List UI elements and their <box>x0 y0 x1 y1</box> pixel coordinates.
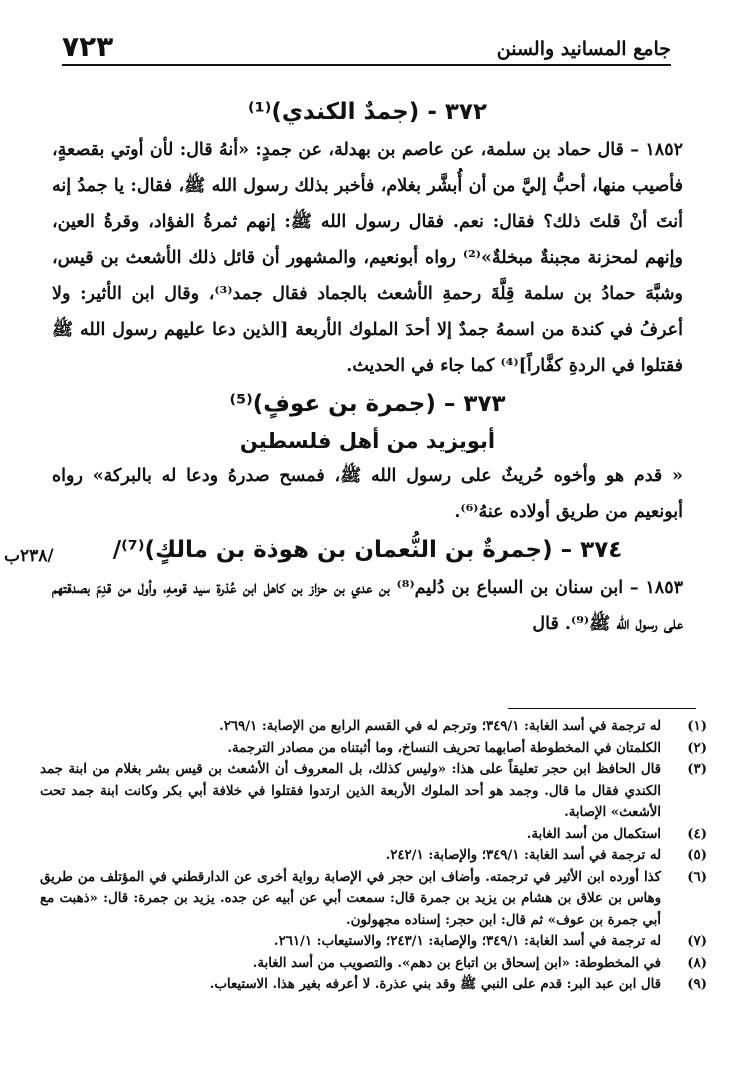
footnote-text: له ترجمة في أسد الغابة: ٣٤٩/١؛ والإصابة: ٢٤٣/١؛ والاستيعاب: ٢٦١/١. <box>273 934 661 949</box>
footnote-number: (٥) <box>687 848 707 863</box>
footnote-number: (٤) <box>687 826 707 842</box>
footnote <box>40 974 707 996</box>
entry-372-title: ٣٧٢ - (جمدٌ الكندي)⁽¹⁾ <box>248 99 487 125</box>
footnote-number: (٣) <box>687 762 707 777</box>
entry-373-subtitle: أبويزيد من أهل فلسطين <box>239 429 496 453</box>
page-header <box>62 28 671 66</box>
footnote-text: قال الحافظ ابن حجر تعليقاً على هذا: «وليس كذلك، بل المعروف أن الأشعث بن قيس بشر بغلام من ابنة جمد الكندي فقال ما قال. وجمد هو أحد الملوك الأربعة الذين ارتدوا فقتلوا في خلافة أبي بكر وكانت ابنة جمد تحت الأشعث» الإصابة. <box>40 762 661 820</box>
footnote <box>40 824 707 846</box>
entry-373-text: « قدم هو وأخوه حُريثٌ على رسول الله ﷺ، فمسح صدرهُ ودعا له بالبركة» رواه أبونعيم من طريق أولاده عنهُ⁽⁶⁾. <box>52 466 683 522</box>
footnote-number: (٦) <box>687 869 707 885</box>
footnote <box>40 953 707 975</box>
footnote <box>40 738 707 760</box>
footnote <box>40 867 707 932</box>
footnote-number: (٩) <box>687 977 707 992</box>
footnote <box>40 931 707 953</box>
footnotes <box>40 716 707 996</box>
entry-374-title: ٣٧٤ – (جمرةٌ بن النُّعمان بن هوذة بن مالكٍ)⁽⁷⁾/ <box>112 537 623 563</box>
footnote-text: كذا أورده ابن الأثير في ترجمته. وأضاف ابن حجر في الإصابة رواية أخرى عن الدارقطني في المؤتلف من طريق وهاس بن علاق بن هشام بن يزيد بن جمرة قال: سمعت أبي عن أبيه عن جده. يزيد بن جمرة: قال: «ذهبت مع أبي جمرة بن عوف» ثم قال: ابن حجر: إسناده مجهولون. <box>40 869 661 928</box>
footnote <box>40 845 707 867</box>
entry-372-text: ١٨٥٢ – قال حماد بن سلمة، عن عاصم بن بهدلة، عن جمدٍ: «أنهُ قال: لأن أوتي بقصعةٍ، فأصيب منها، أحبُّ إليَّ من أن أُبشَّر بغلام، فأخبر بذلك رسول الله ﷺ، فقال: يا جمدُ إنه أنتَ أنْ قلتَ ذلك؟ فقال: نعم. فقال رسول الله ﷺ: إنهم ثمرةُ الفؤاد، وقرةُ العين، وإنهم لمحزنة مجبنةٌ مبخلةٌ»⁽²⁾ رواه أبونعيم، والمشهور أن قائل ذلك الأشعث بن قيس، وشبَّهَ حمادُ بن سلمة قِلَّةَ رحمةِ الأشعث بالجماد فقال جمد⁽³⁾، وقال ابن الأثير: ولا أعرفُ في كندة من اسمهُ جمدٌ إلا أحدَ الملوك الأربعة [الذين دعا عليهم رسول الله ﷺ فقتلوا في الردةِ كفَّاراً]⁽⁴⁾ كما جاء في الحديث. <box>52 140 684 376</box>
footnote-text: في المخطوطة: «ابن إسحاق بن اتباع بن دهم». والتصويب من أسد الغابة. <box>252 955 661 971</box>
footnote-number: (٢) <box>687 740 707 756</box>
footnote <box>40 716 707 738</box>
footnote-text: قال ابن عبد البر: قدم على النبي ﷺ وقد بني عذرة. لا أعرفه بغير هذا. الاستيعاب. <box>209 977 661 992</box>
footnote-number: (٨) <box>687 955 707 971</box>
footnote-text: له ترجمة في أسد الغابة: ٣٤٩/١؛ والإصابة: ٢٤٢/١. <box>385 848 661 863</box>
footnotes-divider <box>508 708 696 709</box>
footnote <box>40 759 707 824</box>
entry-374-text: ١٨٥٣ – ابن سنان بن السباع بن دُليم⁽⁸⁾ بن عدي بن حزاز بن كاهل ابن عُذرة سيد قومهِ، وأول من قدِمَ بصدقتهم على رسول الله ﷺ⁽⁹⁾. قال <box>52 578 683 634</box>
main-text <box>52 92 683 642</box>
page-number: ٧٢٣ <box>62 30 114 63</box>
footnote-text: استكمال من أسد الغابة. <box>526 826 661 842</box>
footnote-text: له ترجمة في أسد الغابة: ٣٤٩/١؛ وترجم له في القسم الرابع من الإصابة: ٢٦٩/١. <box>219 719 661 734</box>
entry-373-title: ٣٧٣ – (جمرة بن عوفٍ)⁽⁵⁾ <box>229 391 506 417</box>
manuscript-folio-marker: /٢٣٨ب <box>4 546 54 566</box>
running-title: جامع المسانيد والسنن <box>496 38 671 60</box>
footnote-text: الكلمتان في المخطوطة أصابهما تحريف النساخ، وما أثبتناه من مصادر الترجمة. <box>227 740 661 756</box>
footnote-number: (١) <box>687 719 707 734</box>
footnote-number: (٧) <box>687 934 707 949</box>
